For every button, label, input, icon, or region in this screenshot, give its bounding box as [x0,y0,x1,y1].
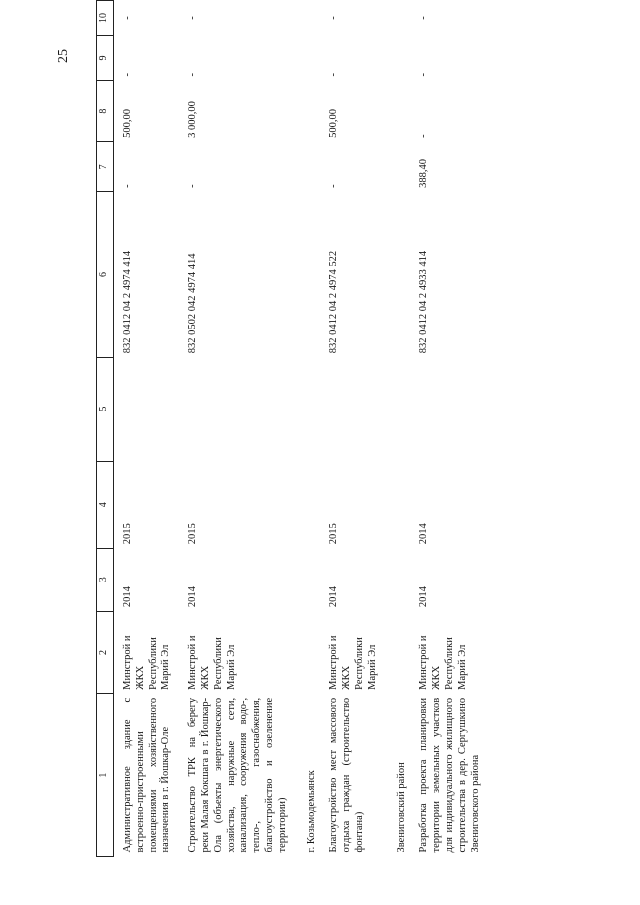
section-row [386,1,411,857]
header-col-10: 10 [97,1,114,36]
col-7-value: 388,40 [418,158,430,188]
header-col-8: 8 [97,81,114,142]
header-col-2: 2 [97,611,114,694]
col-9-value: - [418,73,430,77]
col-10-value: - [328,16,340,20]
end-year: 2015 [328,523,340,545]
table-row [114,1,180,857]
table-row [410,1,488,857]
customer: Минстрой и ЖКХ Республики Марий Эл [328,635,378,690]
start-year: 2014 [187,586,199,608]
header-col-6: 6 [97,192,114,357]
end-year: 2015 [122,523,133,545]
budget-code: 832 0502 042 4974 414 [187,253,199,354]
start-year: 2014 [418,586,430,608]
object-name: Административное здание с встроенно-пристроенными помещениями хозяйственного назначения в г. Йошкар-Оле [122,697,172,853]
header-col-9: 9 [97,36,114,81]
start-year: 2014 [122,586,133,608]
section-row [296,1,321,857]
header-col-1: 1 [97,694,114,857]
col-8-value: 500,00 [122,108,133,138]
col-10-value: - [418,16,430,20]
col-9-value: - [328,73,340,77]
col-5-value [114,357,180,461]
col-10-value: - [122,16,133,20]
col-8-value: 500,00 [328,108,340,138]
table-row [320,1,385,857]
col-5-value [320,357,385,461]
header-col-7: 7 [97,142,114,192]
header-col-4: 4 [97,461,114,548]
table-header [97,1,114,857]
col-8-value: 3 000,00 [187,101,199,138]
customer: Минстрой и ЖКХ Республики Марий Эл [187,635,237,690]
object-name: Строительство ТРК на берегу реки Малая Кокшага в г. Йошкар-Ола (объекты энергетического хозяйства, наружные сети, канализация, сооружения водо-, тепло-, газоснабжения, благоустройство и озеленение территории) [187,697,288,853]
col-8-value: - [418,134,430,138]
end-year: 2015 [187,523,199,545]
col-5-value [179,357,295,461]
col-9-value: - [122,73,133,77]
object-name: Разработка проекта планировки территории земельных участков для индивидуального жилищного строительства в дер. Сергушкино Звениговского района [418,697,481,853]
col-5-value [410,357,488,461]
col-9-value: - [187,73,199,77]
budget-code: 832 0412 04 2 4974 522 [328,250,340,354]
header-col-3: 3 [97,548,114,611]
page-number: 25 [56,49,71,63]
end-year: 2014 [418,523,430,545]
col-7-value: - [122,184,133,188]
start-year: 2014 [328,586,340,608]
section-title: г. Козьмодемьянск [305,770,317,853]
budget-code: 832 0412 04 2 4933 414 [418,250,430,354]
object-name: Благоустройство мест массового отдыха граждан (строительство фонтана) [328,697,365,853]
customer: Минстрой и ЖКХ Республики Марий Эл [122,635,172,690]
customer: Минстрой и ЖКХ Республики Марий Эл [418,635,468,690]
budget-code: 832 0412 04 2 4974 414 [122,250,133,354]
col-7-value: - [328,184,340,188]
section-title: Звениговский район [395,762,407,853]
col-7-value: - [187,184,199,188]
data-table [96,0,488,857]
col-10-value: - [187,16,199,20]
table-row [179,1,295,857]
header-col-5: 5 [97,357,114,461]
